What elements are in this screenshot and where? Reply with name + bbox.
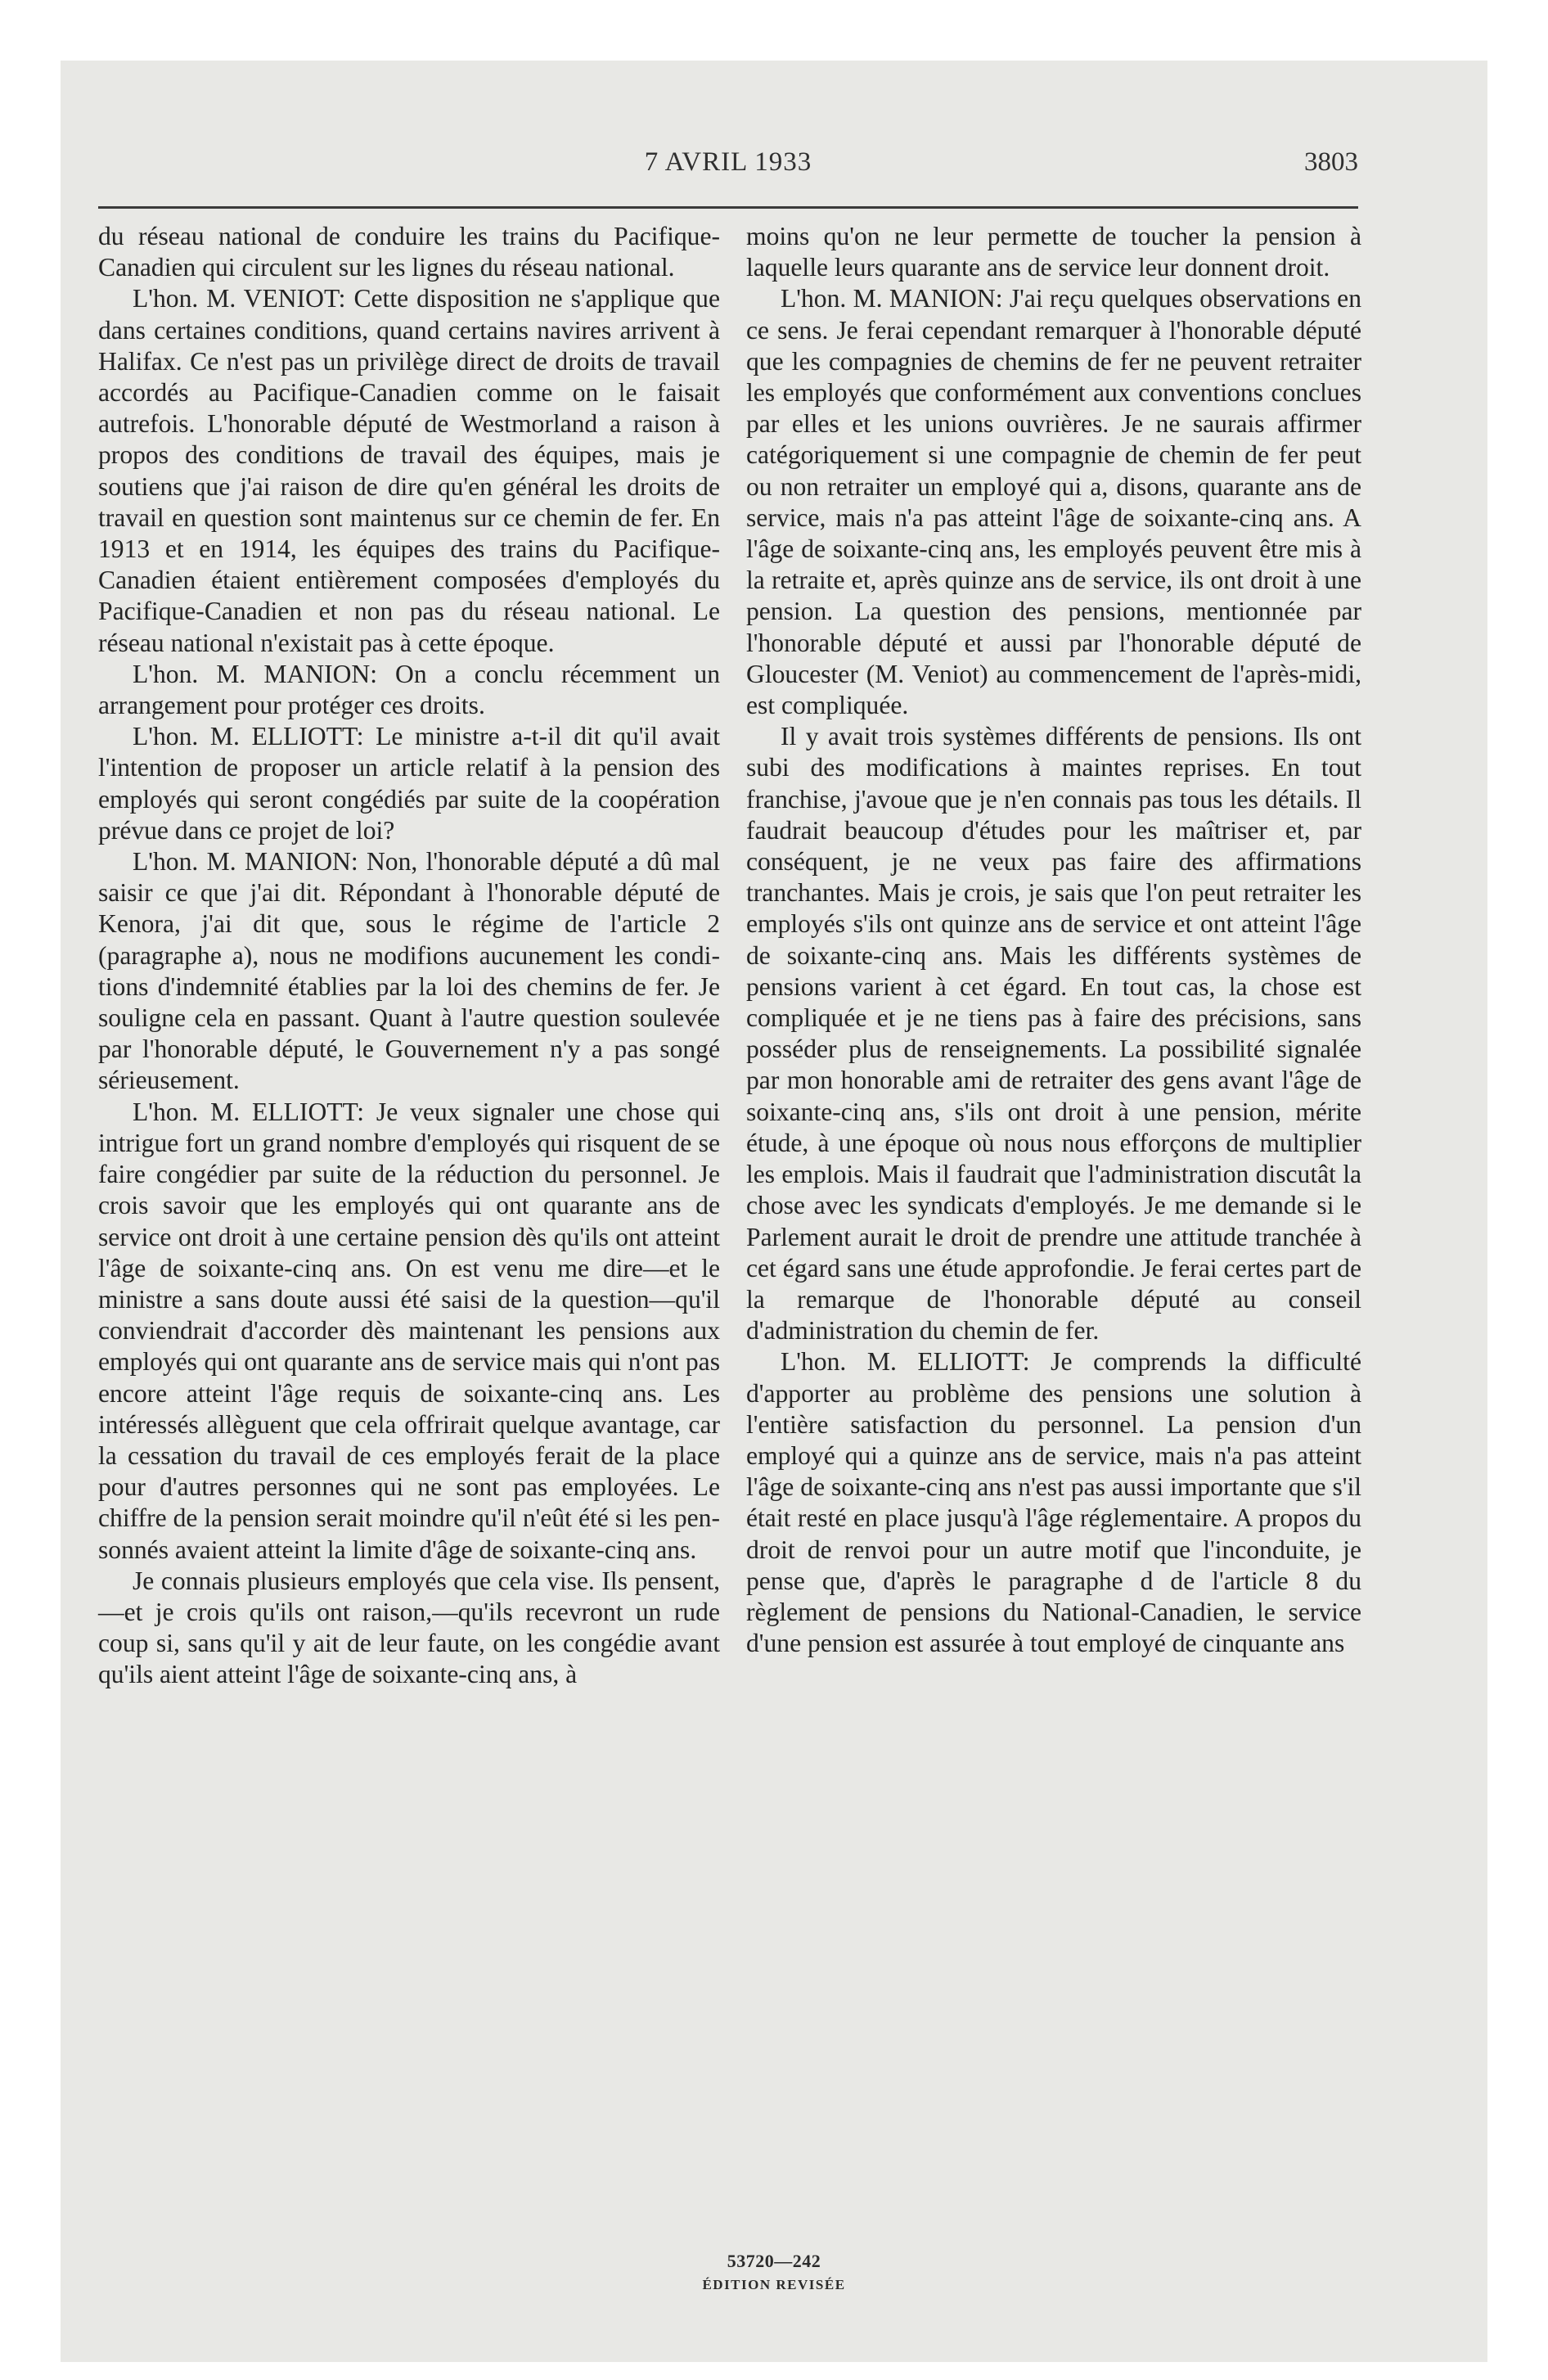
- paragraph: moins qu'on ne leur permette de toucher la pension à laquelle leurs quarante ans de service leur donnent droit.: [746, 222, 1361, 282]
- paragraph: L'hon. M. VENIOT: Cette disposition ne s'applique que dans certaines conditions, quand certains navires arrivent à Halifax. Ce n'est pas un privilège direct de droits de travail accordés au Pacifique-Canadien comme on le faisait autrefois. L'honorable député de Westmorland a raison à propos des conditions de travail des équipes, mais je soutiens que j'ai raison de dire qu'en général les droits de travail en question sont maintenus sur ce chemin de fer. En 1913 et en 1914, les équipes des trains du Pacifique-Canadien étaient entièrement composées d'employés du Pacifique-Canadien et non pas du réseau national. Le réseau national n'existait pas à cette époque.: [98, 284, 720, 657]
- paragraph: du réseau national de conduire les trains du Pacifique-Canadien qui circulent sur les lignes du réseau national.: [98, 222, 720, 282]
- paragraph: Il y avait trois systèmes différents de pensions. Ils ont subi des modifications à maintes reprises. En tout franchise, j'avoue que je n'en connais pas tous les détails. Il faudrait beaucoup d'études pour les maîtriser et, par conséquent, je ne veux pas faire des affirmations tranchantes. Mais je crois, je sais que l'on peut retraiter les employés s'ils ont quinze ans de service et ont atteint l'âge de soixante-cinq ans. Mais les différents systèmes de pensions varient à cet égard. En tout cas, la chose est compliquée et je ne tiens pas à faire des précisions, sans posséder plus de renseignements. La possibilité signalée par mon honorable ami de retraiter des gens avant l'âge de soixante-cinq ans, s'ils ont droit à une pension, mérite étude, à une époque où nous nous efforçons de multiplier les emplois. Mais il faudrait que l'administration discutât la chose avec les syndicats d'employés. Je me demande si le Parlement aurait le droit de prendre une attitude tranchée à cet égard sans une étude approfondie. Je ferai certes part de la remarque de l'honorable député au conseil d'administration du chemin de fer.: [746, 722, 1361, 1346]
- running-date: 7 AVRIL 1933: [644, 147, 812, 177]
- running-header: [98, 147, 1358, 188]
- edition-label: ÉDITION REVISÉE: [702, 2277, 846, 2292]
- header-rule: [98, 206, 1358, 209]
- print-code: 53720—242: [727, 2251, 821, 2271]
- paragraph: L'hon. M. ELLIOTT: Le ministre a-t-il dit qu'il avait l'intention de proposer un article relatif à la pension des employés qui seront congédiés par suite de la coopération prévue dans ce projet de loi?: [98, 722, 720, 845]
- page-number: 3803: [1304, 147, 1358, 177]
- paragraph: L'hon. M. MANION: On a conclu récemment un arrangement pour protéger ces droits.: [98, 659, 720, 720]
- right-column: [746, 221, 1361, 1659]
- paragraph: L'hon. M. ELLIOTT: Je veux signaler une chose qui intrigue fort un grand nombre d'employés qui risquent de se faire congédier par suite de la réduction du personnel. Je crois savoir que les employés qui ont quarante ans de service ont droit à une certaine pension dès qu'ils ont atteint l'âge de soixante-cinq ans. On est venu me dire—et le ministre a sans doute aussi été saisi de la question—qu'il conviendrait d'accorder dès maintenant les pensions aux employés qui ont quarante ans de service mais qui n'ont pas encore atteint l'âge requis de soixante-cinq ans. Les intéressés allèguent que cela offrirait quelque avantage, car la cessation du travail de ces employés ferait de la place pour d'autres personnes qui ne sont pas employées. Le chiffre de la pension serait moindre qu'il n'eût été si les pensonnés avaient atteint la limite d'âge de soixante-cinq ans.: [98, 1097, 720, 1564]
- left-column: [98, 221, 720, 1691]
- paragraph: L'hon. M. MANION: J'ai reçu quelques observations en ce sens. Je ferai cependant remarquer à l'honorable député que les compagnies de chemins de fer ne peuvent retraiter les employés que conformément aux conventions conclues par elles et les unions ouvrières. Je ne saurais affirmer catégoriquement si une compagnie de chemin de fer peut ou non retraiter un employé qui a, disons, quarante ans de service, mais n'a pas atteint l'âge de soixante-cinq ans. A l'âge de soixante-cinq ans, les employés peuvent être mis à la retraite et, après quinze ans de service, ils ont droit à une pension. La question des pensions, mentionnée par l'honorable député et aussi par l'honorable député de Gloucester (M. Veniot) au commencement de l'après-midi, est compliquée.: [746, 284, 1361, 720]
- paragraph: L'hon. M. MANION: Non, l'honorable député a dû mal saisir ce que j'ai dit. Répondant à l'honorable député de Kenora, j'ai dit que, sous le régime de l'article 2 (paragraphe a), nous ne modifions aucunement les conditions d'indemnité établies par la loi des chemins de fer. Je souligne cela en passant. Quant à l'autre question soulevée par l'honorable député, le Gouvernement n'y a pas songé sérieusement.: [98, 847, 720, 1095]
- paragraph: Je connais plusieurs employés que cela vise. Ils pensent,—et je crois qu'ils ont raison,—qu'ils recevront un rude coup si, sans qu'il y ait de leur faute, on les congédie avant qu'ils aient atteint l'âge de soixante-cinq ans, à: [98, 1566, 720, 1689]
- page-footer: [0, 2251, 1548, 2293]
- paragraph: L'hon. M. ELLIOTT: Je comprends la difficulté d'apporter au problème des pensions une solution à l'entière satisfaction du personnel. La pension d'un employé qui a quinze ans de service, mais n'a pas atteint l'âge de soixante-cinq ans n'est pas aussi importante que s'il était resté en place jusqu'à l'âge réglementaire. A propos du droit de renvoi pour un autre motif que l'inconduite, je pense que, d'après le paragraphe d de l'article 8 du règlement de pensions du National-Canadien, le service d'une pension est assurée à tout employé de cinquante ans: [746, 1347, 1361, 1658]
